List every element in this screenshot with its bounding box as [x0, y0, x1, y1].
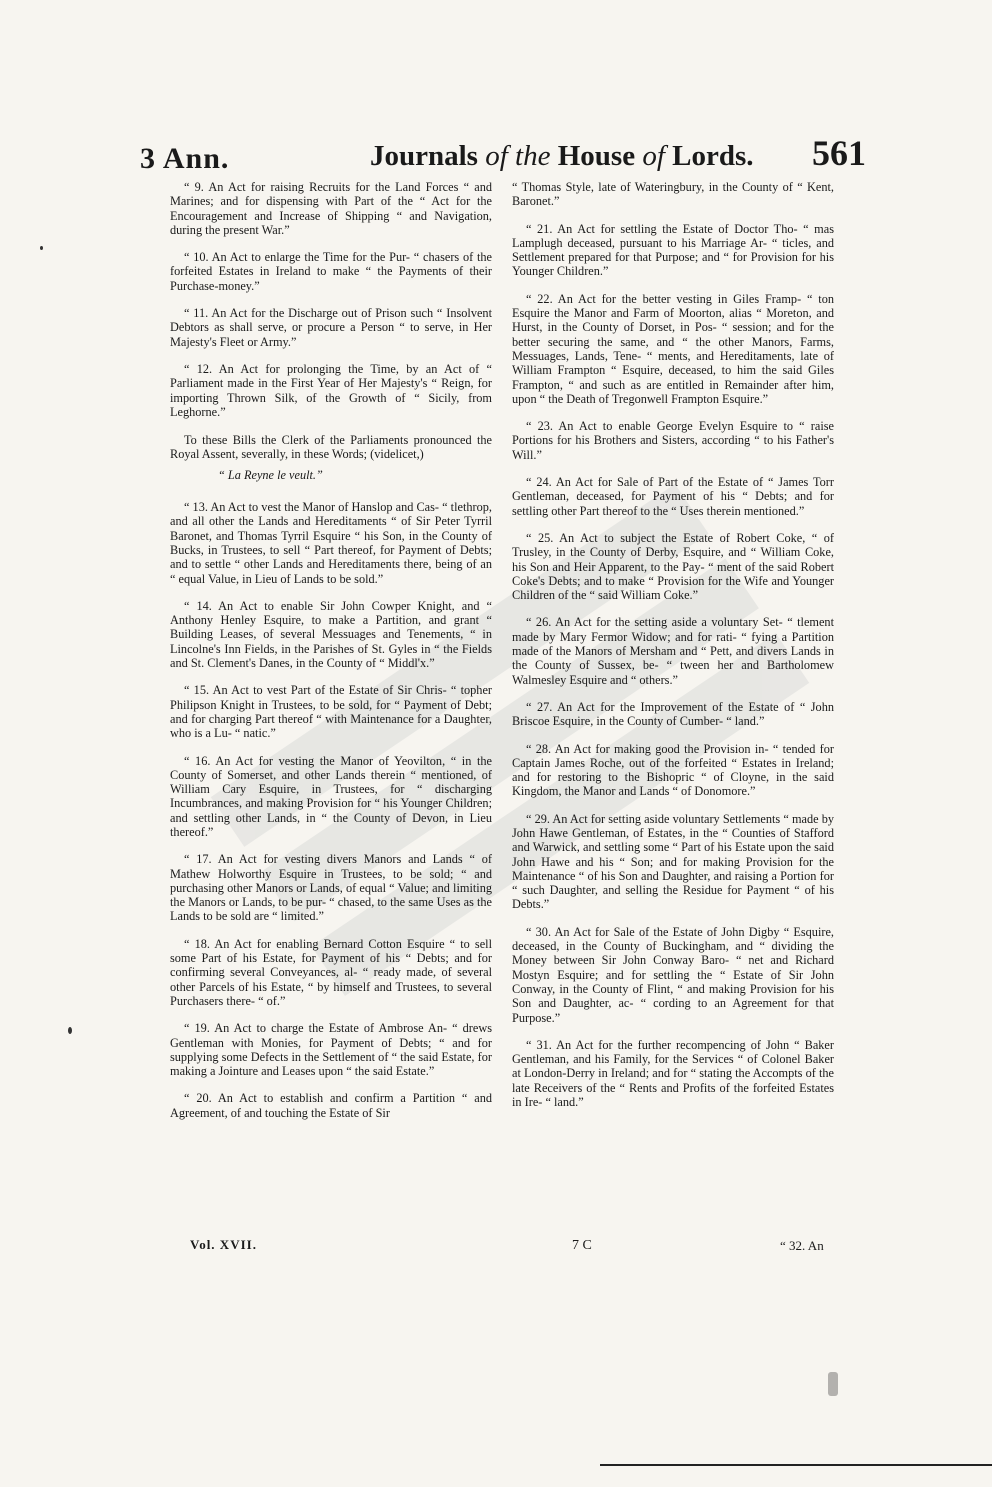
signature-mark: 7 C	[572, 1238, 592, 1253]
act-25: “ 25. An Act to subject the Estate of Robert Coke, “ of Trusley, in the County of Derby, Esquire, and “ William Coke, his Son and Heir Apparent, to the Pay- “ ment of the said Robert Coke's Debts; and to make “ Provision for the Wife and Younger Children of the “ said William Coke.”	[512, 530, 834, 603]
act-26: “ 26. An Act for the setting aside a voluntary Set- “ tlement made by Mary Fermor Widow; and for rati- “ fying a Partition made of the Manors of Mersham and “ Pett, and divers Lands in the County of Sussex, be- “ tween her and Bartholomew Walmesley Esquire and “ others.”	[512, 615, 834, 687]
right-column	[512, 180, 834, 1122]
catchword: “ 32. An	[780, 1238, 824, 1253]
act-17: “ 17. An Act for vesting divers Manors and Lands “ of Mathew Holworthy Esquire in Trustees, to be sold; “ and purchasing other Manors or Lands, of equal “ Value; and limiting the Manors or Lands, to be pur- “ chased, to the same Uses as the Lands to be sold are “ limited.”	[170, 852, 492, 924]
royal-assent-note: To these Bills the Clerk of the Parliaments pronounced the Royal Assent, severally, in these Words; (videlicet,)	[170, 433, 492, 462]
act-30: “ 30. An Act for Sale of the Estate of John Digby “ Esquire, deceased, in the County of Buckingham, and “ dividing the Money between Sir John Conway Baro- “ net and Richard Mostyn Esquire; and for settling the “ Estate of Sir John Conway, in the County of Flint, “ and making Provision for his Son and Daughter, ac- “ cording to an Agreement for that Purpose.”	[512, 924, 834, 1025]
act-12: “ 12. An Act for prolonging the Time, by an Act of “ Parliament made in the First Year of Her Majesty's “ Reign, for importing Thrown Silk, of the Growth of “ Sicily, from Leghorne.”	[170, 361, 492, 419]
royal-assent-formula: “ La Reyne le veult.”	[218, 467, 323, 482]
act-29: “ 29. An Act for setting aside voluntary Settlements “ made by John Hawe Gentleman, of Estates, in the “ Counties of Stafford and Warwick, and settling some “ Part of his Estate upon the said John Hawe and his “ Son; and for making Provision for the Maintenance “ of his Son and Daughter, and raising a Portion for “ such Daughter, and selling the Residue for Payment “ of his Debts.”	[512, 811, 834, 912]
left-column	[170, 180, 492, 1133]
act-21: “ 21. An Act for settling the Estate of Doctor Tho- “ mas Lamplugh deceased, pursuant to his Marriage Ar- “ ticles, and Settlement prepared for that Purpose; and “ for Provision for his Younger Children.”	[512, 221, 834, 279]
act-20: “ 20. An Act to establish and confirm a Partition “ and Agreement, of and touching the Estate of Sir	[170, 1091, 492, 1120]
act-16: “ 16. An Act for vesting the Manor of Yeovilton, “ in the County of Somerset, and other Lands therein “ mentioned, of William Cary Esquire, in Trustees, for “ discharging Incumbrances, and making Provision for “ his Younger Children; and settling other Lands, in “ the County of Devon, in Lieu thereof.”	[170, 753, 492, 839]
act-11: “ 11. An Act for the Discharge out of Prison such “ Insolvent Debtors as shall serve, or procure a Person “ to serve, in Her Majesty's Fleet or Army.”	[170, 306, 492, 349]
margin-speck	[40, 246, 43, 250]
act-18: “ 18. An Act for enabling Bernard Cotton Esquire “ to sell some Part of his Estate, for Payment of his “ Debts; and for confirming several Conveyances, al- “ ready made, of several other Parcels of his Estate, “ by himself and Trustees, to several Purchasers there- “ of.”	[170, 936, 492, 1008]
act-10: “ 10. An Act to enlarge the Time for the Pur- “ chasers of the forfeited Estates in Ireland to make “ the Payments of their Purchase-money.”	[170, 250, 492, 293]
margin-speck	[828, 1372, 838, 1396]
act-15: “ 15. An Act to vest Part of the Estate of Sir Chris- “ topher Philipson Knight in Trustees, to be sold, for “ Payment of Debt; and for charging Part thereof “ with Maintenance for a Daughter, who is a Lu- “ natic.”	[170, 683, 492, 741]
act-24: “ 24. An Act for Sale of Part of the Estate of “ James Torr Gentleman, deceased, for Payment of his “ Debts; and for settling other Part thereof to the “ Uses therein mentioned.”	[512, 475, 834, 518]
act-20-continued: “ Thomas Style, late of Wateringbury, in the County of “ Kent, Baronet.”	[512, 180, 834, 209]
act-14: “ 14. An Act to enable Sir John Cowper Knight, and “ Anthony Henley Esquire, to make a Partition, and grant “ Building Leases, of several Messuages and Tenements, “ in Lincolne's Inn Fields, in the Parishes of St. Gyles in “ the Fields and St. Clement's Danes, in the County of “ Middl'x.”	[170, 598, 492, 671]
act-13: “ 13. An Act to vest the Manor of Hanslop and Cas- “ tlethrop, and all other the Lands and Hereditaments “ of Sir Peter Tyrril Baronet, and Thomas Tyrril Esquire “ his Son, in the County of Bucks, in Trustees, to sell “ Part thereof, for Payment of Debts; and to settle “ other Lands and Hereditaments there, being of an “ equal Value, in Lieu of Lands to be sold.”	[170, 500, 492, 586]
margin-speck	[68, 1027, 72, 1034]
bottom-rule	[600, 1464, 992, 1466]
act-28: “ 28. An Act for making good the Provision in- “ tended for Captain James Roche, out of the forfeited “ Estates in Ireland; and for restoring to the Bishopric “ of Cloyne, in the said Kingdom, the Manor and Lands “ of Donomore.”	[512, 741, 834, 799]
act-19: “ 19. An Act to charge the Estate of Ambrose An- “ drews Gentleman with Monies, for Payment of Debts; “ and for supplying some Defects in the Settlement of “ the said Estate, for making a Jointure and Leases upon “ the said Estate.”	[170, 1021, 492, 1079]
page-header	[0, 128, 992, 188]
act-27: “ 27. An Act for the Improvement of the Estate of “ John Briscoe Esquire, in the County of Cumber- “ land.”	[512, 699, 834, 729]
regnal-year: 3 Ann.	[140, 142, 230, 175]
act-22: “ 22. An Act for the better vesting in Giles Framp- “ ton Esquire the Manor and Farm of Moorton, alias “ Moreton, and Hurst, in the County of Dorset, in Pos- “ session; and for the better securing the same, and “ the other Manors, Farms, Messuages, Lands, Tene- “ ments, and Hereditaments, late of William Frampton “ Esquire, deceased, to him the said Giles Frampton, “ and such as are entitled in Remainder after him, upon “ the Death of Tregonwell Frampton Esquire.”	[512, 291, 834, 406]
page-number: 561	[812, 133, 866, 173]
running-title: Journals of the House of Lords.	[370, 140, 754, 172]
act-31: “ 31. An Act for the further recompencing of John “ Baker Gentleman, and his Family, for the Services “ of Colonel Baker at London-Derry in Ireland; and for “ stating the Accompts of the late Receivers of the “ Rents and Profits of the forfeited Estates in Ire- “ land.”	[512, 1037, 834, 1110]
act-9: “ 9. An Act for raising Recruits for the Land Forces “ and Marines; and for dispensing with Part of the “ Act for the Encouragement and Increase of Shipping “ and Navigation, during the present War.”	[170, 180, 492, 237]
act-23: “ 23. An Act to enable George Evelyn Esquire to “ raise Portions for his Brothers and Sisters, according “ to his Father's Will.”	[512, 419, 834, 462]
volume-label: Vol. XVII.	[190, 1237, 257, 1252]
